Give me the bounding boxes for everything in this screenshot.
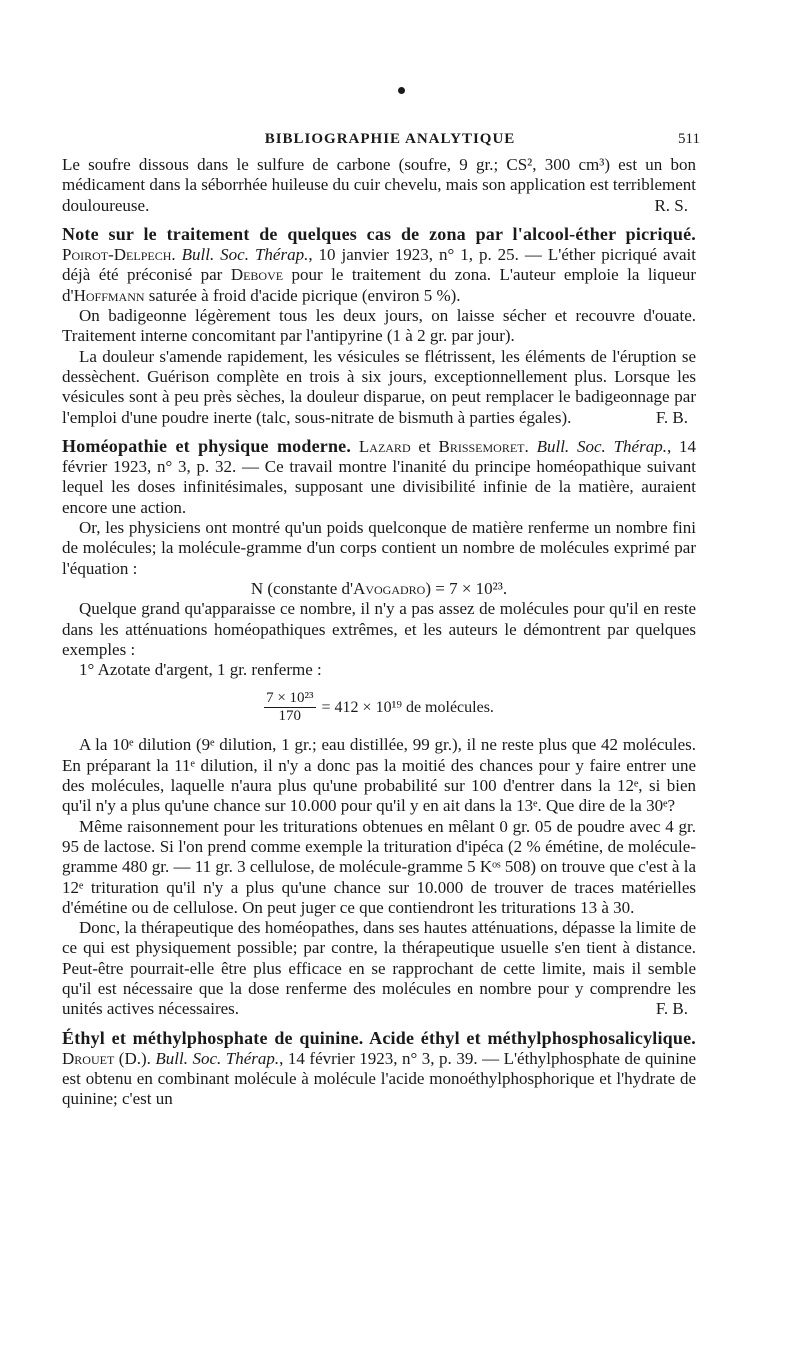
paragraph: Quelque grand qu'apparaisse ce nombre, il n'y a pas assez de molécules pour qu'il en reste dans les atténuations homéopathiques extrêmes, et les auteurs le démontrent par quelques exemples : (62, 599, 696, 659)
paragraph (62, 347, 696, 428)
paragraph: Même raisonnement pour les triturations obtenues en mêlant 0 gr. 05 de poudre avec 4 gr. 95 de lactose. Si l'on prend comme exemple la trituration d'ipéca (2 % émétine, de molécule-gramme 480 gr. — 11 gr. 3 cellulose, de molécule-gramme 5 Kᵒˢ 508) on trouve que c'est à la 12ᵉ trituration qu'il n'y a plus qu'une chance sur 10.000 de trouver de traces matérielles d'émétine ou de cellulose. On peut juger ce que contiendront les triturations 13 à 30. (62, 816, 696, 917)
article-journal: Bull. Soc. Thérap. (536, 436, 667, 456)
paragraph-text: La douleur s'amende rapidement, les vésicules se flétrissent, les éléments de l'éruption se dessèchent. Guérison complète en trois à six jours, exceptionnellement plus. Lorsque les vésicules sont à peu près sèches, la douleur disparue, on peut remplacer le badigeonnage par l'emploi d'une poudre inerte (talc, sous-nitrate de bismuth à parties égales). (62, 346, 696, 427)
article-text: saturée à froid d'acide picrique (environ 5 %). (144, 285, 461, 305)
article-journal: Bull. Soc. Thérap. (181, 245, 309, 265)
page-body (62, 155, 696, 1110)
article-quinine (62, 1028, 696, 1110)
paragraph: 1° Azotate d'argent, 1 gr. renferme : (79, 660, 322, 680)
formula-text: ) = 7 × 10²³. (425, 578, 508, 598)
article-reference: , 14 février 1923, n° 3, p. 39. — L'éthylphosphate de quinine est obtenu en combinant molécule à molécule l'acide monoéthylphosphorique et l'hydrate de quinine; c'est un (62, 1048, 697, 1109)
signature: F. B. (655, 407, 688, 427)
person-name: Avogadro (353, 578, 426, 598)
formula-avogadro (62, 579, 696, 599)
paragraph (62, 918, 696, 1019)
paragraph-text: Donc, la thérapeutique des homéopathes, dans ses hautes atténuations, dépasse la limite de ce qui est physiquement possible; par contre, la thérapeutique usuelle s'en tient à distance. Peut-être pourrait-elle être plus efficace en se rapprochant de cette limite, mais il semble qu'il est nécessaire que la dose renferme des molécules en nombre pour y comprendre les unités actives nécessaires. (62, 918, 696, 1019)
article-reference: , 14 février 1923, n° 3, p. 32. — Ce travail montre l'inanité du principe homéopathique suivant lequel les doses infinitésimales, supposant une divisibilité infinie de la matière, auraient encore une action. (62, 436, 697, 517)
conjunction: et (410, 436, 439, 456)
article-note-zona (62, 224, 696, 306)
article-author: Brissemoret. (438, 436, 529, 456)
formula-text: N (constante d' (250, 578, 354, 598)
person-name: Debove (230, 265, 284, 285)
page-header (80, 131, 700, 153)
page-number: 511 (678, 131, 700, 147)
paragraph: On badigeonne légèrement tous les deux jours, on laisse sécher et recouvre d'ouate. Traitement interne concomitant par l'antipyrine (1 à 2 gr. par jour). (62, 306, 696, 346)
article-reference: , 10 janvier 1923, n° 1, p. 25. — L'éther picriqué avait déjà été préconisé par (62, 245, 696, 285)
paragraph-text: Le soufre dissous dans le sulfure de carbone (soufre, 9 gr.; CS², 300 cm³) est un bon médicament dans la séborrhée huileuse du cuir chevelu, mais son application est terriblement douloureuse. (62, 155, 696, 215)
article-author: Drouet (D.). (62, 1048, 151, 1068)
fraction (264, 690, 315, 725)
fraction-numerator: 7 × 10²³ (266, 690, 314, 707)
article-author: Poirot-Delpech. (62, 245, 176, 265)
fraction-denominator: 170 (278, 708, 302, 725)
article-title: Homéopathie et physique moderne. (62, 435, 352, 456)
paragraph: Or, les physiciens ont montré qu'un poids quelconque de matière renferme un nombre fini de molécules; la molécule-gramme d'un corps contient un nombre de molécules exprimé par l'équation : (62, 518, 696, 578)
paragraph: A la 10ᵉ dilution (9ᵉ dilution, 1 gr.; eau distillée, 99 gr.), il ne reste plus que 42 molécules. En préparant la 11ᵉ dilution, il n'y a donc pas la moitié des chances pour y faire entrer une des molécules, laquelle n'aura plus qu'une probabilité sur 100 d'entrer dans la 12ᵉ, si bien qu'il n'y a plus qu'une chance sur 10.000 pour qu'il y en ait dans la 13ᵉ. Que dire de la 30ᵉ? (62, 735, 696, 816)
fraction-result: = 412 × 10¹⁹ de molécules. (321, 698, 494, 716)
article-journal: Bull. Soc. Thérap. (155, 1048, 280, 1068)
article-title: Éthyl et méthylphosphate de quinine. Acide éthyl et méthylphosphosalicylique. (62, 1027, 696, 1048)
paragraph (62, 155, 696, 216)
signature: F. B. (655, 999, 688, 1019)
article-homeopathie (62, 436, 696, 518)
formula-fraction (62, 690, 696, 725)
dot-mark (398, 87, 405, 94)
article-text: pour le traitement du zona. L'auteur emploie la liqueur d' (62, 265, 696, 305)
running-title: BIBLIOGRAPHIE ANALYTIQUE (264, 131, 516, 147)
person-name: Hoffmann (73, 285, 145, 305)
signature: R. S. (654, 195, 688, 215)
article-author: Lazard (358, 436, 411, 456)
article-title: Note sur le traitement de quelques cas de zona par l'alcool-éther picriqué. (62, 223, 696, 244)
